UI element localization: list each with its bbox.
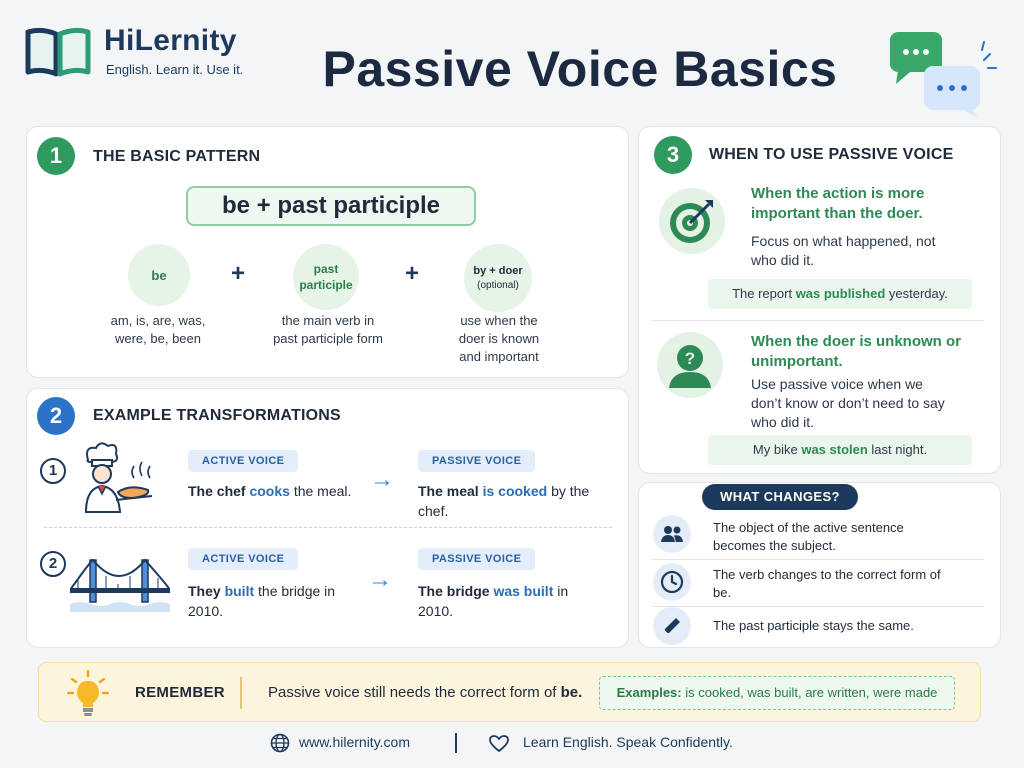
bridge-icon: [70, 556, 170, 612]
chef-icon: [74, 438, 158, 514]
example-after: last night.: [867, 442, 928, 457]
passive-sentence: [418, 581, 578, 621]
footer-website[interactable]: www.hilernity.com: [299, 734, 410, 750]
pencil-icon-bg: [653, 607, 691, 645]
active-sentence: [188, 481, 368, 501]
plus-sign: +: [405, 260, 420, 287]
part-doer-description: use when the doer is known and important: [458, 313, 540, 364]
divider: [652, 606, 984, 607]
clock-icon: [660, 570, 684, 594]
example-before: My bike: [752, 442, 802, 457]
remember-label: REMEMBER: [135, 684, 225, 701]
what-changes-title: WHAT CHANGES?: [702, 484, 858, 510]
section-number-1: 1: [37, 137, 75, 175]
sentence-subject: The chef: [188, 483, 246, 499]
use-heading: When the doer is unknown or unimportant.: [751, 333, 961, 370]
active-voice-tag: ACTIVE VOICE: [188, 450, 298, 472]
sentence-subject: The bridge: [418, 583, 490, 599]
divider: [44, 527, 612, 528]
example-highlight: was published: [795, 286, 886, 301]
example-sentence: [708, 279, 972, 309]
part-doer-note: (optional): [477, 280, 519, 291]
sentence-rest: in 2010.: [418, 583, 569, 619]
section-number-3: 3: [654, 136, 692, 174]
sentence-verb: built: [224, 583, 255, 599]
target-icon: [659, 188, 725, 254]
remember-text-main: Passive voice still needs the correct form of: [268, 684, 561, 701]
unknown-person-icon-bg: [657, 332, 723, 398]
example-highlight: was stolen: [801, 442, 868, 457]
divider: [240, 677, 242, 709]
sentence-subject: The meal: [418, 483, 479, 499]
example-before: The report: [732, 286, 796, 301]
example-number: 2: [40, 551, 66, 577]
part-participle-label: past participle: [299, 262, 353, 292]
part-doer-circle: [464, 244, 532, 312]
remember-text: [268, 684, 582, 701]
target-icon-bg: [659, 188, 725, 254]
use-body: Use passive voice when we don’t know or don’t need to say who did it.: [751, 376, 945, 430]
brand-logo: [24, 22, 264, 82]
unknown-person-icon: [657, 332, 723, 398]
clock-icon-bg: [653, 563, 691, 601]
lightbulb-icon: [67, 669, 109, 719]
change-item-text: The verb changes to the correct form of be.: [713, 567, 941, 600]
part-doer-label: by + doer: [473, 265, 523, 277]
transform-arrow: →: [370, 466, 394, 493]
sentence-verb: is cooked: [482, 483, 548, 499]
divider: [652, 320, 984, 321]
part-be-description: am, is, are, was, were, be, been: [110, 313, 206, 346]
heart-icon: [488, 734, 510, 753]
brand-name: HiLernity: [104, 24, 237, 57]
people-icon-bg: [653, 515, 691, 553]
examples-list: is cooked, was built, are written, were made: [685, 685, 938, 700]
svg-text:?: ?: [684, 349, 696, 368]
examples-label: Examples:: [616, 685, 682, 700]
remember-text-bold: be.: [560, 684, 583, 701]
book-logo-icon: [24, 26, 92, 78]
change-item-text: The object of the active sentence becomes the subject.: [713, 520, 904, 553]
part-participle-circle: [293, 244, 359, 310]
people-icon: [660, 524, 684, 544]
sentence-rest: the bridge in 2010.: [188, 583, 336, 619]
remember-examples: [599, 676, 955, 710]
sentence-verb: was built: [493, 583, 554, 599]
passive-voice-tag: PASSIVE VOICE: [418, 450, 535, 472]
chat-bubbles-icon: [884, 26, 1004, 120]
page-title: Passive Voice Basics: [322, 41, 838, 97]
transform-arrow: →: [368, 566, 392, 593]
divider: [652, 559, 984, 560]
sentence-subject: They: [188, 583, 221, 599]
use-heading: When the action is more important than the doer.: [751, 185, 925, 222]
example-after: yesterday.: [885, 286, 948, 301]
footer-slogan: Learn English. Speak Confidently.: [523, 734, 733, 750]
remember-bar: [38, 662, 981, 722]
passive-voice-tag: PASSIVE VOICE: [418, 548, 535, 570]
section-title-examples: EXAMPLE TRANSFORMATIONS: [93, 407, 341, 424]
active-voice-tag: ACTIVE VOICE: [188, 548, 298, 570]
sentence-verb: cooks: [249, 483, 290, 499]
plus-sign: +: [231, 260, 246, 287]
example-sentence: [708, 435, 972, 465]
sentence-rest: by the chef.: [418, 483, 590, 519]
change-item-text: The past participle stays the same.: [713, 618, 914, 633]
section-title-when-to-use: WHEN TO USE PASSIVE VOICE: [709, 146, 954, 163]
divider: [455, 733, 457, 753]
section-title-basic-pattern: THE BASIC PATTERN: [93, 148, 261, 165]
formula-box: be + past participle: [186, 186, 476, 226]
brand-tagline: English. Learn it. Use it.: [106, 62, 244, 77]
active-sentence: [188, 581, 338, 621]
sentence-rest: the meal.: [289, 483, 352, 499]
pencil-icon: [661, 615, 683, 637]
globe-icon: [270, 733, 290, 753]
passive-sentence: [418, 481, 618, 521]
use-body: Focus on what happened, not who did it.: [751, 233, 936, 268]
part-be-circle: [128, 244, 190, 306]
part-be-label: be: [151, 267, 167, 283]
part-participle-description: the main verb in past participle form: [273, 313, 383, 346]
section-number-2: 2: [37, 397, 75, 435]
example-number: 1: [40, 458, 66, 484]
